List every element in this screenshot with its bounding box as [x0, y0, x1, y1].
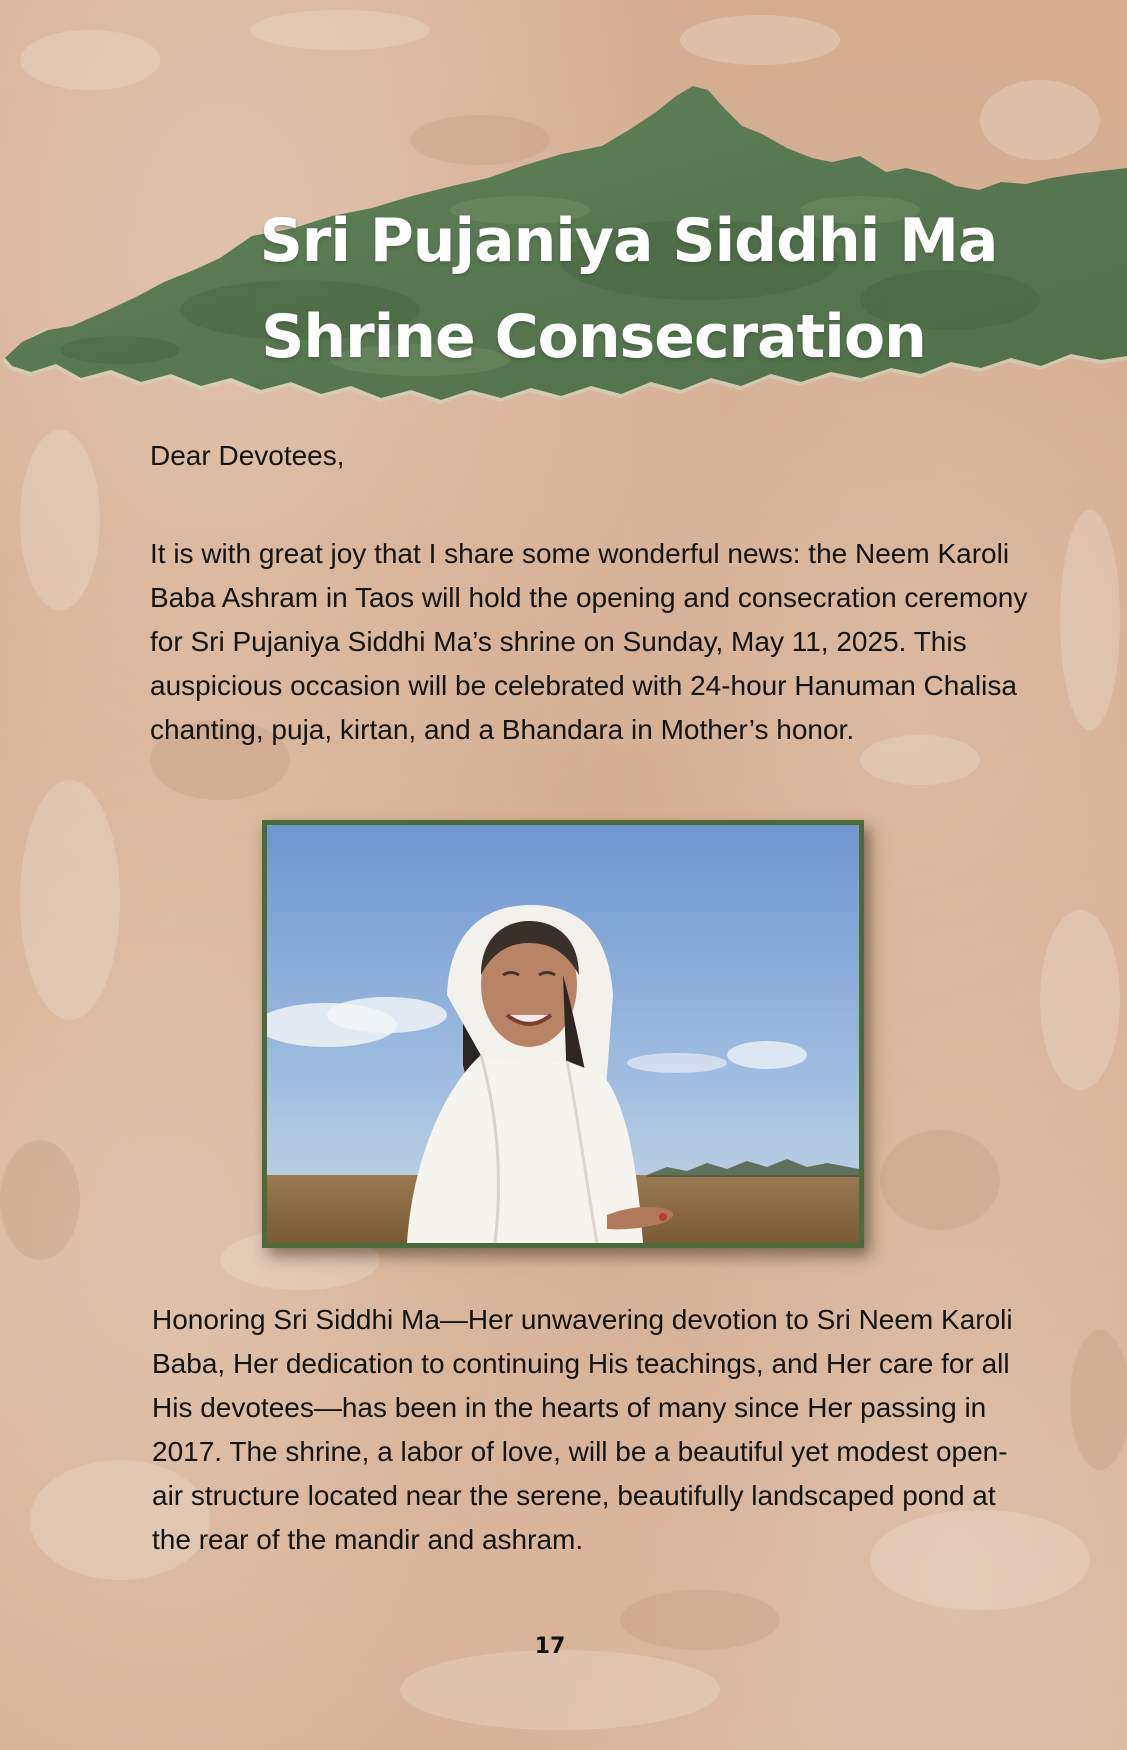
paragraph-honoring: Honoring Sri Siddhi Ma—Her unwavering devotion to Sri Neem Karoli Baba, Her dedication to continuing His teachings, and Her care for all His devotees—has been in the hearts of many since Her passing in 2017. The shrine, a labor of love, will be a beautiful yet modest open-air structure located near the serene, beautifully landscaped pond at the rear of the mandir and ashram.: [152, 1304, 1013, 1555]
page-title-line-2: Shrine Consecration: [261, 302, 926, 372]
page-number: 17: [534, 1634, 566, 1659]
paragraph-announcement: It is with great joy that I share some wonderful news: the Neem Karoli Baba Ashram in Taos will hold the opening and consecration ceremony for Sri Pujaniya Siddhi Ma’s shrine on Sunday, May 11, 2025. This auspicious occasion will be celebrated with 24-hour Hanuman Chalisa chanting, puja, kirtan, and a Bhandara in Mother’s honor.: [150, 538, 1028, 745]
page-title-line-1: Sri Pujaniya Siddhi Ma: [259, 206, 998, 276]
greeting: Dear Devotees,: [150, 440, 345, 471]
siddhi-ma-photo: [262, 820, 864, 1248]
